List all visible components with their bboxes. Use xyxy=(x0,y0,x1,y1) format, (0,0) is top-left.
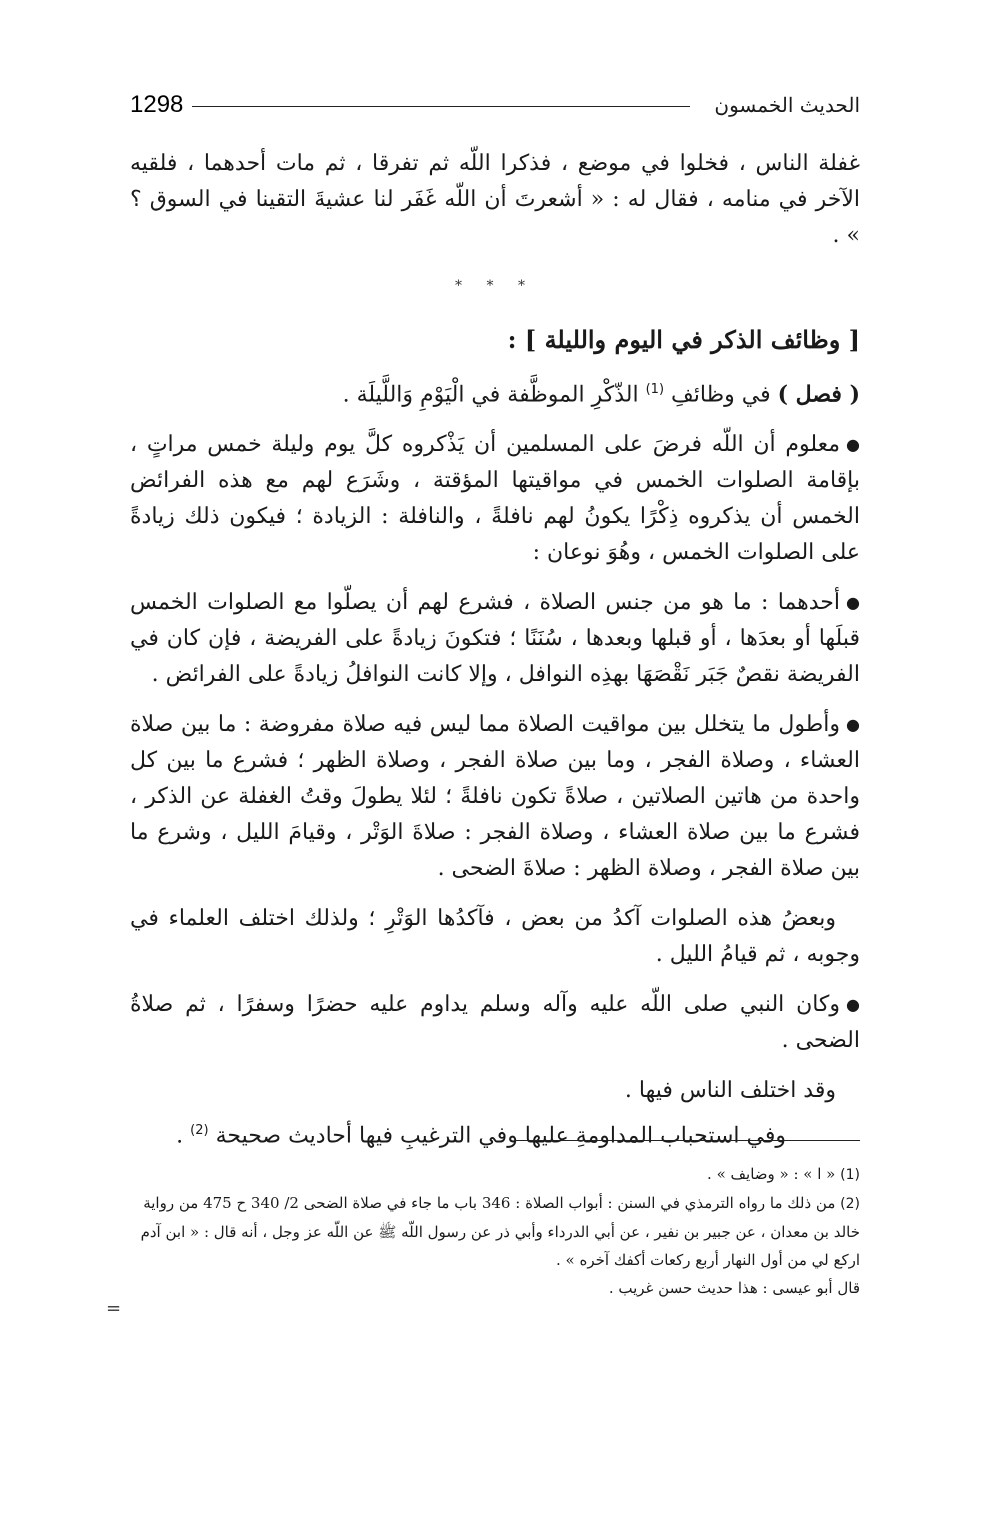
fasl-paragraph xyxy=(130,372,860,413)
footnote-continuation-mark: = xyxy=(106,1298,122,1319)
footnote-ref-1: (1) xyxy=(645,382,665,397)
paragraph-7-end: . xyxy=(176,1123,191,1149)
fasl-text-a: في وظائفِ xyxy=(664,382,778,408)
footnote-1 xyxy=(130,1160,860,1189)
bullet-icon: ● xyxy=(846,715,860,735)
footnote-ref-2: (2) xyxy=(190,1123,209,1139)
bullet-icon: ● xyxy=(846,995,860,1015)
footnote-rule xyxy=(514,1140,860,1141)
paragraph-7-text: وفي استحباب المداومةِ عليها وفي الترغيبِ فيها أحاديث صحيحة xyxy=(208,1123,786,1149)
footnote-2-continuation: قال أبو عيسى : هذا حديث حسن غريب . xyxy=(608,1279,860,1297)
bullet-icon: ● xyxy=(846,593,860,613)
paragraph-1-text: معلوم أن اللّه فرضَ على المسلمين أن يَذْكروه كلَّ يوم وليلة خمس مراتٍ ، بإقامة الصلوات الخمس في مواقيتها المؤقتة ، وشَرَع لهم مع هذه الفرائض الخمس أن يذكروه ذِكْرًا يكونُ لهم نافلةً ، والنافلة : الزيادة ؛ فيكون ذلك زيادةً على الصلوات الخمس ، وهُوَ نوعان : xyxy=(130,432,860,566)
header-rule xyxy=(192,106,690,107)
section-heading: [ وظائف الذكر في اليوم والليلة ] : xyxy=(507,325,860,354)
intro-paragraph: غفلة الناس ، فخلوا في موضع ، فذكرا اللّه ثم تفرقا ، ثم مات أحدهما ، فلقيه الآخر في منامه ، فقال له : « أشعرتَ أن اللّه غَفَر لنا عشيةَ التقينا في السوق ؟ » . xyxy=(130,151,860,248)
paragraph-3 xyxy=(130,707,860,887)
section-separator: * * * xyxy=(455,278,535,294)
paragraph-5-text: وكان النبي صلى اللّه عليه وآله وسلم يداوم عليه حضرًا وسفرًا ، ثم صلاةُ الضحى . xyxy=(130,992,860,1054)
paragraph-1 xyxy=(130,427,860,571)
paragraph-7 xyxy=(130,1113,860,1154)
paragraph-2 xyxy=(130,585,860,693)
footnote-2-text: من ذلك ما رواه الترمذي في السنن : أبواب الصلاة : 346 باب ما جاء في صلاة الضحى 2/ 340 ح 475 من رواية خالد بن معدان ، عن جبير بن نفير ، عن أبي الدرداء وأبي ذر عن رسول اللّه ﷺ عن اللّه عز وجل ، أنه قال : « ابن آدم اركع لي من أول النهار أربع ركعات أكفك آخره » . xyxy=(140,1194,860,1269)
page-header xyxy=(130,90,860,122)
footnote-2 xyxy=(130,1189,860,1274)
running-title: الحديث الخمسون xyxy=(714,93,860,117)
paragraph-2-text: أحدهما : ما هو من جنس الصلاة ، فشرع لهم أن يصلّوا مع الصلوات الخمس قبلَها أو بعدَها ، أو قبلها وبعدها ، سُنَنًا ؛ فتكونَ زيادةً على الفريضة ، فإن كان في الفريضة نقصٌ جَبَر نَقْصَهَا بهذِه النوافل ، وإلا كانت النوافلُ زيادةً على الفرائض . xyxy=(130,590,860,688)
page-number: 1298 xyxy=(130,91,184,118)
paragraph-5 xyxy=(130,987,860,1059)
fasl-label: ( فصل ) xyxy=(777,381,860,408)
paragraph-4: وبعضُ هذه الصلوات آكدُ من بعض ، فآكدُها الوَتْرِ ؛ ولذلك اختلف العلماء في وجوبه ، ثم قيامُ الليل . xyxy=(130,906,860,968)
paragraph-6: وقد اختلف الناس فيها . xyxy=(624,1078,836,1104)
footnote-1-number: (1) xyxy=(840,1167,860,1183)
footnote-1-text: « ا » : « وضايف » . xyxy=(707,1165,841,1183)
paragraph-3-text: وأطول ما يتخلل بين مواقيت الصلاة مما ليس فيه صلاة مفروضة : ما بين صلاة العشاء ، وصلاة الفجر ، وما بين صلاة الفجر ، وصلاة الظهر ؛ فشرع ما بين كل واحدة من هاتين الصلاتين ، صلاةً تكون نافلةً ؛ لئلا يطولَ وقتُ الغفلة عن الذكر ، فشرع ما بين صلاة العشاء ، وصلاة الفجر : صلاةَ الوَتْر ، وقيامَ الليل ، وشرع ما بين صلاة الفجر ، وصلاة الظهر : صلاةَ الضحى . xyxy=(130,712,860,882)
fasl-text-b: الذّكْرِ الموظَّفة في الْيَوْمِ وَاللَّيلَة . xyxy=(342,382,646,408)
bullet-icon: ● xyxy=(846,435,860,455)
footnote-2-number: (2) xyxy=(840,1196,860,1212)
main-text xyxy=(130,146,860,1169)
footnotes xyxy=(130,1160,860,1302)
